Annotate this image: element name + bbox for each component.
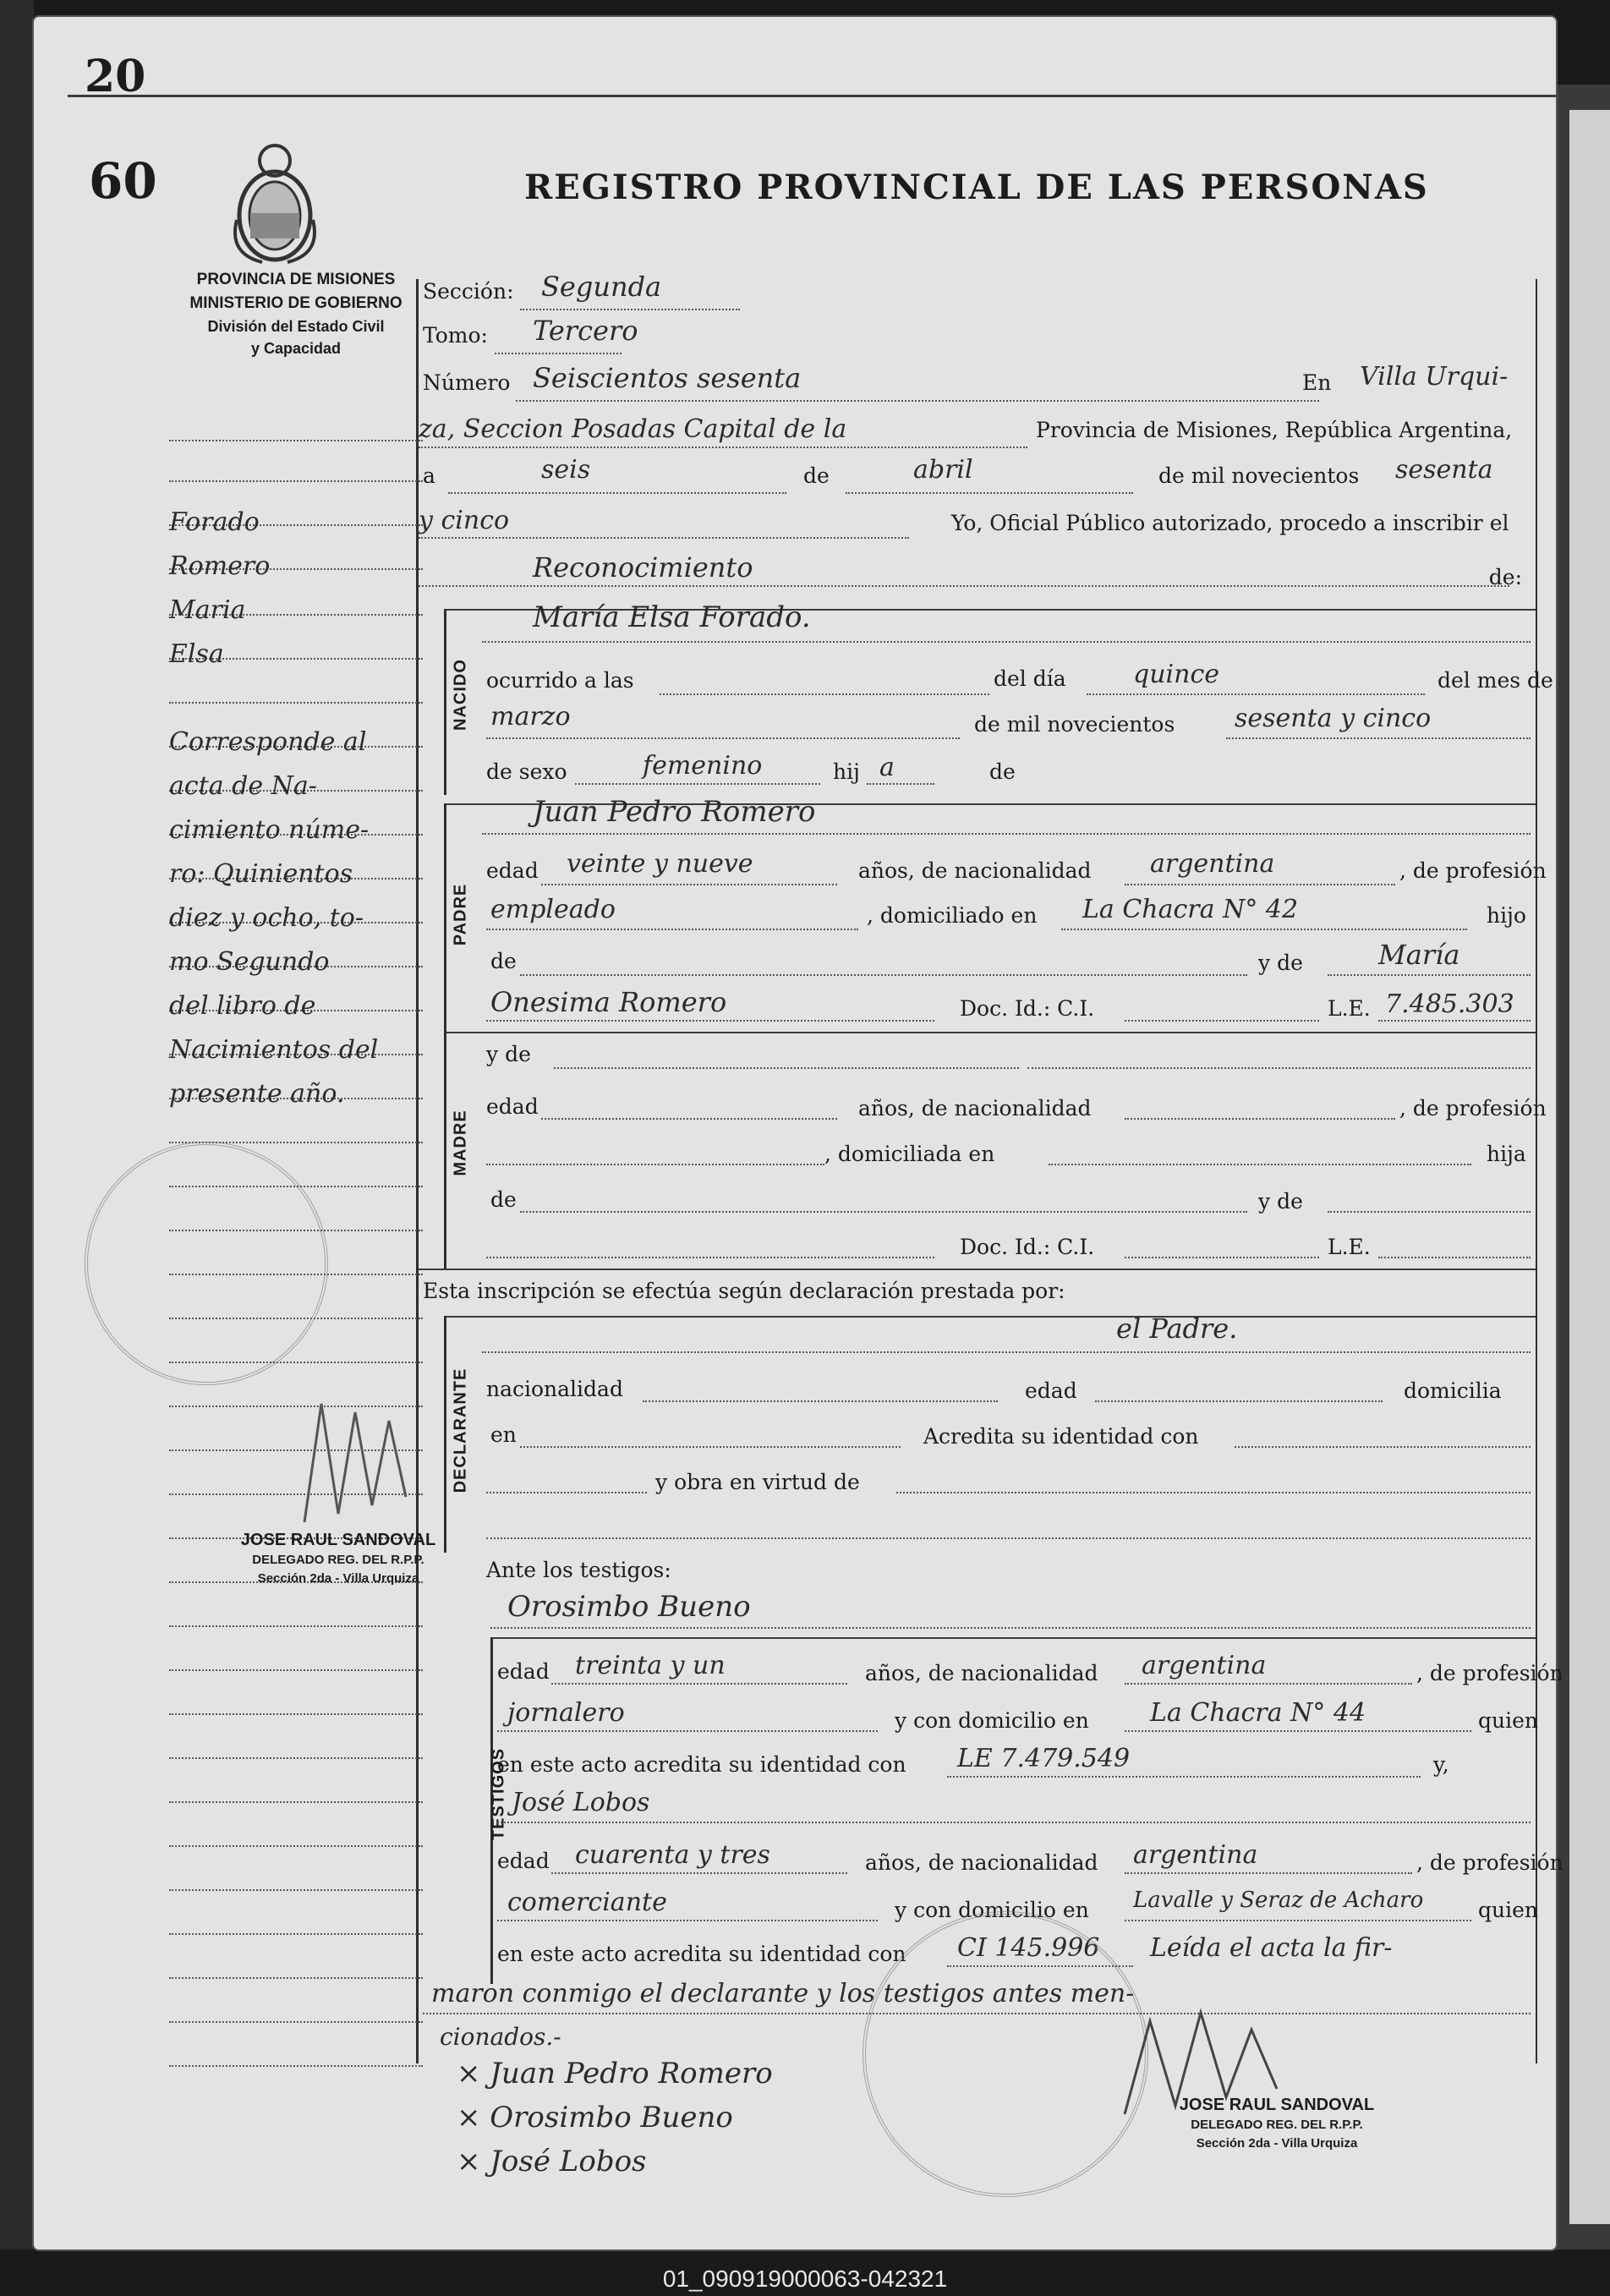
madre-de-label: de (490, 1187, 517, 1212)
padre-nac-line (1125, 884, 1395, 885)
padre-nombre: Juan Pedro Romero (533, 795, 816, 829)
testigo1-quien-label: quien (1478, 1708, 1538, 1733)
padre-nombre-line (482, 833, 1531, 835)
declarante-edad-label: edad (1025, 1378, 1077, 1403)
padre-madre-line (486, 1020, 934, 1022)
testigo1-prof-line (497, 1730, 878, 1732)
madre-ci-line (1125, 1257, 1319, 1258)
delmes-label: del mes de (1438, 668, 1553, 693)
nacido-dia: quince (1133, 660, 1219, 689)
mil-label: de mil novecientos (1158, 463, 1360, 488)
nacido-mil-label: de mil novecientos (974, 712, 1175, 737)
testigo1-doc: LE 7.479.549 (957, 1744, 1131, 1773)
margin-line (169, 1801, 423, 1803)
padre-ci-line (1125, 1020, 1319, 1022)
padre-prof-label: , de profesión (1399, 858, 1547, 883)
padre-dom-label: , domiciliado en (867, 903, 1038, 928)
oficial-text: Yo, Oficial Público autorizado, procedo a inscribir el (951, 511, 1509, 535)
testigo2-dom: Lavalle y Seraz de Acharo (1133, 1888, 1424, 1913)
padre-de-label: de (490, 949, 517, 973)
dia-value: seis (541, 455, 591, 485)
padre-nac-label: años, de nacionalidad (858, 858, 1092, 883)
testigo1-nac: argentina (1142, 1651, 1267, 1680)
declarante-intro: Esta inscripción se efectúa según declaración prestada por: (423, 1279, 1065, 1303)
margin-line (169, 480, 423, 482)
mes-value: abril (913, 455, 973, 485)
madre-de-line (520, 1211, 1247, 1213)
testigo2-dom-label: y con domicilio en (895, 1898, 1089, 1922)
anio-value-1: sesenta (1395, 455, 1493, 485)
testigo1-edad-line (551, 1683, 847, 1685)
madre-dom-line (1049, 1164, 1471, 1165)
madre-le-line (1378, 1257, 1531, 1258)
sexo-value: femenino (643, 751, 763, 781)
madre-hija-label: hija (1487, 1142, 1526, 1166)
de-label: de (803, 463, 830, 488)
testigo1-nac-line (1125, 1683, 1412, 1685)
testigos-ante-label: Ante los testigos: (486, 1558, 671, 1582)
margin-note: Forado Romero Maria Elsa Corresponde al acta de Na- cimiento núme- ro: Quinientos diez y ocho, to- mo Segundo del libro de Nacimientos del presente año. (169, 507, 379, 1109)
declarante-section-label: DECLARANTE (451, 1367, 470, 1493)
testigo2-prof-line (497, 1920, 878, 1921)
declarante-en-line (520, 1446, 901, 1448)
testigos-rule-top (490, 1637, 1536, 1639)
declarante-acredita-label: Acredita su identidad con (923, 1424, 1199, 1449)
official-seal-left (85, 1142, 328, 1385)
nacido-dia-line (1087, 693, 1425, 695)
firma-testigo-1: × Orosimbo Bueno (457, 2101, 733, 2134)
testigo1-acredita-label: en este acto acredita su identidad con (497, 1752, 906, 1777)
de-colon-label: de: (1488, 565, 1522, 589)
testigo1-nombre-line (490, 1627, 1531, 1629)
testigos-section-label: TESTIGOS (489, 1747, 508, 1841)
madre-le-label: L.E. (1328, 1235, 1371, 1259)
padre-nacionalidad: argentina (1150, 849, 1275, 879)
top-rule (68, 95, 1556, 97)
cierre-2: maron conmigo el declarante y los testigos antes men- (431, 1979, 1135, 2008)
numero-label: Número (423, 370, 511, 395)
oficial-title-left: DELEGADO REG. DEL R.P.P. (252, 1553, 424, 1567)
lugar-value-2: za, Seccion Posadas Capital de la (419, 414, 847, 444)
madre-yde-line (554, 1067, 1019, 1069)
testigo2-nac-line (1125, 1872, 1412, 1874)
madre-rule (444, 1032, 446, 1269)
padre-yde-label: y de (1258, 951, 1303, 975)
declarante-top-rule (419, 1269, 1536, 1270)
nacido-anio: sesenta y cinco (1235, 704, 1432, 733)
testigo1-prof: jornalero (507, 1698, 625, 1728)
margin-line (169, 1757, 423, 1759)
madre-prof-label: , de profesión (1399, 1096, 1547, 1121)
margin-line (169, 1889, 423, 1891)
madre-edad-label: edad (486, 1094, 539, 1119)
sexo-line (575, 783, 820, 785)
en-label: En (1302, 370, 1332, 395)
madre-dom-label: , domiciliada en (824, 1142, 995, 1166)
cierre-3: cionados.- (440, 2023, 561, 2051)
nacido-rule (444, 609, 446, 795)
book-binding (0, 0, 34, 2249)
padre-doc-label: Doc. Id.: C.I. (960, 996, 1095, 1021)
madre-nac-label: años, de nacionalidad (858, 1096, 1092, 1121)
next-page-edge (1569, 110, 1610, 2224)
margin-line (169, 1625, 423, 1627)
numero-line (516, 400, 1319, 402)
tomo-line (495, 353, 622, 354)
padre-domicilio: La Chacra N° 42 (1082, 895, 1299, 924)
testigo2-prof-label: , de profesión (1416, 1850, 1563, 1875)
margin-line (169, 2021, 423, 2023)
hora-line (660, 693, 989, 695)
anio-line (419, 537, 909, 539)
madre-doc-label: Doc. Id.: C.I. (960, 1235, 1095, 1259)
coat-of-arms-icon (220, 135, 330, 271)
declarante-acredita-line (1235, 1446, 1531, 1448)
nacido-mes-line (486, 737, 960, 739)
testigo1-dom: La Chacra N° 44 (1150, 1698, 1366, 1728)
testigo2-acredita-label: en este acto acredita su identidad con (497, 1942, 906, 1966)
page-number: 60 (89, 152, 157, 210)
padre-yde-line (1328, 974, 1531, 976)
testigo1-dom-label: y con domicilio en (895, 1708, 1089, 1733)
declarante-nombre-line (482, 1351, 1531, 1353)
margin-line (169, 1669, 423, 1671)
hij-label: hij (833, 759, 860, 784)
madre-edad-line (541, 1118, 837, 1120)
padre-edad-label: edad (486, 858, 539, 883)
nacido-nombre: María Elsa Forado. (533, 600, 811, 634)
declarante-dom-label: domicilia (1404, 1378, 1502, 1403)
sexo-label: de sexo (486, 759, 567, 784)
testigo1-edad-label: edad (497, 1659, 550, 1684)
acto-value: Reconocimiento (533, 551, 753, 584)
padre-hijo-label: hijo (1487, 903, 1526, 928)
testigo2-nombre-line (497, 1822, 1531, 1823)
madre-nac-line (1125, 1118, 1395, 1120)
org-province: PROVINCIA DE MISIONES (196, 271, 396, 288)
declarante-nac-label: nacionalidad (486, 1377, 623, 1401)
testigo2-edad: cuarenta y tres (575, 1840, 770, 1870)
provincia-text: Provincia de Misiones, República Argentina, (1036, 418, 1513, 442)
testigo2-nombre: José Lobos (512, 1788, 650, 1817)
nacido-anio-line (1226, 737, 1531, 739)
testigo2-dom-line (1125, 1920, 1471, 1921)
hij-line (867, 783, 934, 785)
margin-line (169, 1977, 423, 1979)
padre-edad-line (541, 884, 837, 885)
testigo2-nac: argentina (1133, 1840, 1258, 1870)
oficial-name-left: JOSE RAUL SANDOVAL (240, 1531, 436, 1549)
madre-top-rule (444, 1032, 1536, 1033)
declarante-rule-2 (444, 1316, 1536, 1318)
acto-line (419, 585, 1509, 587)
margin-line (169, 1845, 423, 1847)
declarante-nombre: el Padre. (1116, 1312, 1238, 1345)
oficial-name-right: JOSE RAUL SANDOVAL (1179, 2096, 1375, 2114)
dia-line (448, 492, 786, 494)
margin-line (169, 440, 423, 441)
declarante-edad-line (1095, 1400, 1383, 1402)
numero-value: Seiscientos sesenta (533, 362, 802, 394)
padre-le-value: 7.485.303 (1385, 989, 1514, 1019)
official-seal-bottom (862, 1911, 1148, 2197)
org-capacity: y Capacidad (250, 340, 342, 357)
testigo1-dom-line (1125, 1730, 1471, 1732)
deldia-label: del día (994, 666, 1066, 691)
firma-testigo-2: × José Lobos (457, 2145, 647, 2178)
top-page-number: 20 (85, 51, 146, 102)
lugar-value-1: Villa Urqui- (1360, 362, 1509, 392)
hij-suffix: a (879, 753, 895, 782)
madre-prof-line (486, 1164, 824, 1165)
testigo2-prof: comerciante (507, 1888, 667, 1917)
ocurrido-label: ocurrido a las (486, 668, 634, 693)
declarante-en-label: en (490, 1422, 517, 1447)
right-border (1536, 279, 1537, 2063)
declarante-obra-line (896, 1492, 1531, 1493)
oficial-title-right: DELEGADO REG. DEL R.P.P. (1191, 2118, 1363, 2132)
declarante-rule (444, 1316, 446, 1553)
madre-section-label: MADRE (451, 1110, 470, 1176)
nacido-nombre-line (482, 641, 1531, 643)
cierre-1: Leída el acta la fir- (1150, 1933, 1393, 1963)
testigo2-doc: CI 145.996 (957, 1933, 1100, 1963)
tomo-label: Tomo: (423, 323, 488, 348)
a-label: a (423, 463, 435, 488)
nacido-mes: marzo (490, 702, 571, 732)
seccion-line (520, 309, 740, 310)
lugar-line (419, 447, 1027, 448)
declarante-doc-line (486, 1492, 647, 1493)
testigo2-edad-line (551, 1872, 847, 1874)
testigo1-edad: treinta y un (575, 1651, 726, 1680)
tomo-value: Tercero (533, 315, 638, 347)
anio-value-2: y cinco (419, 506, 510, 535)
oficial-place-left: Sección 2da - Villa Urquiza (257, 1571, 419, 1586)
nacido-de-label: de (989, 759, 1016, 784)
testigo1-nac-label: años, de nacionalidad (865, 1661, 1098, 1685)
testigo1-prof-label: , de profesión (1416, 1661, 1563, 1685)
padre-madre-nombre: María (1378, 939, 1460, 971)
register-page (34, 17, 1563, 2249)
testigo1-doc-line (947, 1776, 1421, 1778)
testigo2-quien-label: quien (1478, 1898, 1538, 1922)
org-ministry: MINISTERIO DE GOBIERNO (189, 294, 402, 312)
padre-profesion: empleado (490, 895, 616, 924)
padre-section-label: PADRE (451, 883, 470, 946)
madre-nombre-line (486, 1257, 934, 1258)
padre-dom-line (1061, 929, 1467, 930)
testigo2-nac-label: años, de nacionalidad (865, 1850, 1098, 1875)
testigo2-edad-label: edad (497, 1849, 550, 1873)
document-title: REGISTRO PROVINCIAL DE LAS PERSONAS (524, 167, 1429, 207)
image-id-footer: 01_090919000063-042321 (662, 2266, 948, 2292)
oficial-signature-left-icon (288, 1387, 440, 1539)
mes-line (846, 492, 1133, 494)
madre-yde2-label: y de (1258, 1189, 1303, 1214)
padre-edad: veinte y nueve (567, 849, 753, 879)
madre-yde-label: y de (486, 1042, 531, 1066)
padre-le-label: L.E. (1328, 996, 1371, 1021)
declarante-extra-line (486, 1537, 1531, 1539)
padre-le-line (1378, 1020, 1531, 1022)
padre-madre-nombre-2: Onesima Romero (490, 986, 727, 1018)
declarante-nac-line (643, 1400, 998, 1402)
org-division: División del Estado Civil (207, 318, 385, 335)
declarante-obra-label: y obra en virtud de (655, 1470, 860, 1494)
firma-padre: × Juan Pedro Romero (457, 2057, 773, 2091)
madre-yde2-line (1328, 1211, 1531, 1213)
margin-line (169, 1933, 423, 1935)
padre-rule (444, 803, 446, 1032)
margin-line (169, 1713, 423, 1715)
nacido-section-label: NACIDO (451, 659, 470, 731)
margin-line (169, 2065, 423, 2067)
padre-prof-line (486, 929, 858, 930)
madre-yde-line-2 (1027, 1067, 1531, 1069)
seccion-label: Sección: (423, 279, 514, 304)
testigo1-nombre: Orosimbo Bueno (507, 1590, 751, 1624)
oficial-place-right: Sección 2da - Villa Urquiza (1196, 2136, 1358, 2151)
padre-de-line (520, 974, 1247, 976)
seccion-value: Segunda (541, 271, 662, 303)
testigo1-y-label: y, (1433, 1752, 1449, 1777)
